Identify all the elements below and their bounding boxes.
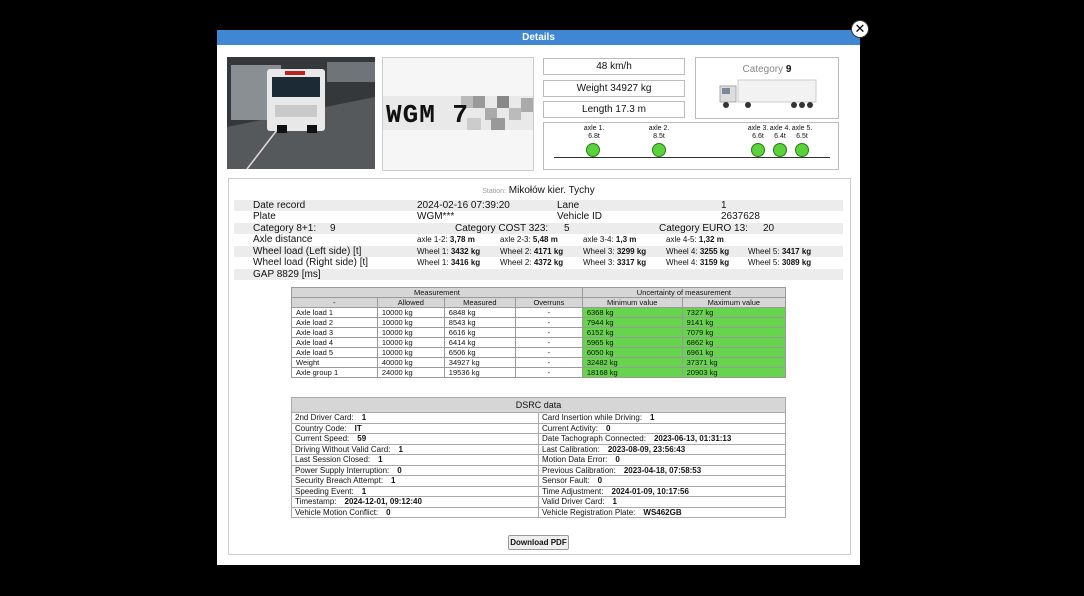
table-cell: 18168 kg — [582, 368, 682, 378]
record-row-wheel-left: Wheel load (Left side) [t] Wheel 1: 3432 kg Wheel 2: 4171 kg Wheel 3: 3299 kg Wheel 4: 3255 kg Wheel 5: 3417 kg — [234, 246, 843, 257]
dsrc-cell: Speeding Event: 1 — [292, 486, 539, 497]
dsrc-row — [292, 413, 786, 424]
dsrc-cell: Driving Without Valid Card: 1 — [292, 444, 539, 455]
dsrc-cell: Previous Calibration: 2023-04-18, 07:58:53 — [539, 465, 786, 476]
dsrc-cell: Valid Driver Card: 1 — [539, 497, 786, 508]
record-row-wheel-right: Wheel load (Right side) [t] Wheel 1: 3416 kg Wheel 2: 4372 kg Wheel 3: 3317 kg Wheel 4: 3159 kg Wheel 5: 3089 kg — [253, 257, 812, 268]
table-row — [292, 308, 786, 318]
table-cell: 6368 kg — [582, 308, 682, 318]
table-cell: 40000 kg — [377, 358, 444, 368]
axle-marker: axle 2. 8.5t — [648, 125, 670, 140]
table-cell: 6848 kg — [444, 308, 515, 318]
dsrc-cell: Security Breach Attempt: 1 — [292, 476, 539, 487]
dsrc-cell: Time Adjustment: 2024-01-09, 10:17:56 — [539, 486, 786, 497]
measurement-table: Measurement Uncertainty of measurement - Allowed Measured Overruns Minimum value Maximum value Axle load 1 10000 kg 6848 kg - 6368 kg 7327 kg Axle load 2 10000 kg 8543 kg - 7944 kg 9141 kg Axle load 3 10000 kg 6616 kg - 6152 kg 7079 kg Axle load 4 10000 kg 6414 kg - 5965 kg 6862 kg Axle load 5 10000 kg 6506 kg - 6050 kg 6961 kg Weight 40000 kg 34927 kg - 32482 kg 37371 kg Axle group 1 24000 kg 19536 kg - 18168 kg 20903 kg — [291, 287, 786, 378]
download-pdf-button[interactable]: Download PDF — [508, 535, 569, 550]
axle-marker: axle 1. 6.8t — [583, 125, 605, 140]
dsrc-cell: Last Session Closed: 1 — [292, 455, 539, 466]
table-cell: - — [515, 338, 582, 348]
table-cell: Axle load 2 — [292, 318, 378, 328]
dsrc-row — [292, 507, 786, 518]
speed-value: 48 km/h — [543, 58, 685, 75]
table-cell: 7944 kg — [582, 318, 682, 328]
weight-value: Weight 34927 kg — [543, 80, 685, 97]
dsrc-row — [292, 444, 786, 455]
dsrc-row — [292, 434, 786, 445]
table-cell: - — [515, 348, 582, 358]
axle-diagram — [543, 122, 839, 170]
station-name: Mikołów kier. Tychy — [508, 185, 595, 196]
table-row — [292, 368, 786, 378]
table-cell: 8543 kg — [444, 318, 515, 328]
table-cell: 7079 kg — [682, 328, 785, 338]
dsrc-cell: Current Speed: 59 — [292, 434, 539, 445]
axle-marker: axle 5. 6.5t — [791, 125, 813, 140]
vehicle-photo — [227, 57, 375, 169]
dsrc-cell: Timestamp: 2024-12-01, 09:12:40 — [292, 497, 539, 508]
dsrc-cell: Card Insertion while Driving: 1 — [539, 413, 786, 424]
dsrc-cell: Sensor Fault: 0 — [539, 476, 786, 487]
table-row — [292, 358, 786, 368]
table-row — [292, 348, 786, 358]
table-cell: Axle group 1 — [292, 368, 378, 378]
table-cell: Axle load 4 — [292, 338, 378, 348]
length-value: Length 17.3 m — [543, 101, 685, 118]
truck-photo-icon — [227, 57, 375, 169]
dsrc-table — [291, 397, 786, 518]
truck-category-icon — [718, 78, 818, 110]
dsrc-row — [292, 497, 786, 508]
dsrc-cell: Vehicle Motion Conflict: 0 — [292, 507, 539, 518]
dsrc-cell: Current Activity: 0 — [539, 423, 786, 434]
table-cell: 10000 kg — [377, 318, 444, 328]
record-row-category: Category 8+1: 9 Category COST 323: 5 Category EURO 13: 20 — [234, 223, 843, 234]
axle-marker: axle 3. 6.6t — [747, 125, 769, 140]
table-cell: - — [515, 328, 582, 338]
close-icon[interactable]: ✕ — [851, 20, 869, 38]
plate-image-text: WGM 7 — [386, 100, 470, 130]
axle-wheel-icon — [773, 143, 787, 157]
dsrc-cell: Vehicle Registration Plate: WS462GB — [539, 507, 786, 518]
dsrc-cell: Date Tachograph Connected: 2023-06-13, 01:31:13 — [539, 434, 786, 445]
table-row — [292, 328, 786, 338]
category-label: Category — [742, 64, 784, 75]
record-row-date: Date record 2024-02-16 07:39:20 Lane 1 — [234, 200, 843, 211]
table-cell: 6152 kg — [582, 328, 682, 338]
station: Station: Mikołów kier. Tychy — [482, 185, 595, 196]
table-cell: 6862 kg — [682, 338, 785, 348]
table-cell: Weight — [292, 358, 378, 368]
record-row-plate: Plate WGM*** Vehicle ID 2637628 — [253, 211, 760, 222]
table-cell: 6961 kg — [682, 348, 785, 358]
table-cell: 10000 kg — [377, 328, 444, 338]
table-cell: 7327 kg — [682, 308, 785, 318]
dsrc-cell: Country Code: IT — [292, 423, 539, 434]
table-cell: 6414 kg — [444, 338, 515, 348]
modal-title: Details — [217, 30, 860, 45]
table-cell: 24000 kg — [377, 368, 444, 378]
record-row-axle-distance: Axle distance axle 1-2: 3,78 m axle 2-3: 5,48 m axle 3-4: 1,3 m axle 4-5: 1,32 m — [253, 234, 724, 245]
table-cell: 10000 kg — [377, 338, 444, 348]
dsrc-header: DSRC data — [292, 398, 786, 413]
table-cell: - — [515, 318, 582, 328]
table-cell: 9141 kg — [682, 318, 785, 328]
table-cell: 19536 kg — [444, 368, 515, 378]
table-cell: - — [515, 358, 582, 368]
table-row — [292, 338, 786, 348]
table-cell: 6506 kg — [444, 348, 515, 358]
axle-wheel-icon — [652, 143, 666, 157]
measurement-header: Measurement — [292, 288, 583, 298]
table-cell: 6616 kg — [444, 328, 515, 338]
dsrc-row — [292, 486, 786, 497]
dsrc-cell: Motion Data Error: 0 — [539, 455, 786, 466]
table-cell: 6050 kg — [582, 348, 682, 358]
dsrc-row — [292, 423, 786, 434]
table-cell: 20903 kg — [682, 368, 785, 378]
table-cell: 5965 kg — [582, 338, 682, 348]
dsrc-cell: 2nd Driver Card: 1 — [292, 413, 539, 424]
dsrc-row — [292, 465, 786, 476]
axle-wheel-icon — [795, 143, 809, 157]
table-cell: - — [515, 368, 582, 378]
dsrc-cell: Last Calibration: 2023-08-09, 23:56:43 — [539, 444, 786, 455]
category-value: 9 — [785, 64, 792, 75]
table-cell: 34927 kg — [444, 358, 515, 368]
table-cell: Axle load 3 — [292, 328, 378, 338]
table-cell: 10000 kg — [377, 348, 444, 358]
category-box — [695, 57, 839, 119]
axle-wheel-icon — [586, 143, 600, 157]
table-row — [292, 318, 786, 328]
table-cell: 32482 kg — [582, 358, 682, 368]
table-cell: - — [515, 308, 582, 318]
uncertainty-header: Uncertainty of measurement — [582, 288, 785, 298]
axle-marker: axle 4. 6.4t — [769, 125, 791, 140]
axle-wheel-icon — [751, 143, 765, 157]
dsrc-cell: Power Supply Interruption: 0 — [292, 465, 539, 476]
record-row-gap: GAP 8829 [ms] — [234, 269, 843, 280]
table-cell: 37371 kg — [682, 358, 785, 368]
dsrc-row — [292, 455, 786, 466]
table-cell: Axle load 1 — [292, 308, 378, 318]
table-cell: 10000 kg — [377, 308, 444, 318]
plate-image — [382, 57, 534, 171]
table-cell: Axle load 5 — [292, 348, 378, 358]
dsrc-row — [292, 476, 786, 487]
